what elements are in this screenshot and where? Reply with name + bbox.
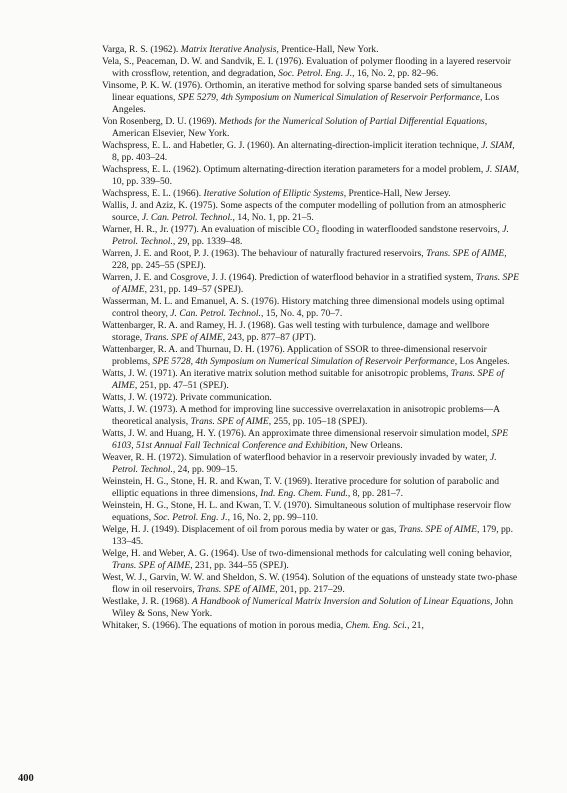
reference-before: Wachspress, E. L. (1966).: [102, 188, 204, 199]
reference-entry: [102, 452, 520, 476]
reference-title: J. SIAM: [485, 164, 517, 175]
reference-title: Methods for the Numerical Solution of Partial Differential Equations: [219, 116, 485, 127]
reference-after: , 14, No. 1, pp. 21–5.: [232, 212, 314, 223]
reference-before: Wallis, J. and Aziz, K. (1975). Some aspects of the computer modelling of pollution from an atmospheric source,: [102, 200, 506, 223]
reference-after: , 8, pp. 281–7.: [347, 488, 403, 500]
reference-after: , 243, pp. 877–87 (JPT).: [222, 332, 316, 343]
reference-title: SPE 6103, 51st Annual Fall Technical Conference and Exhibition: [112, 428, 509, 452]
reference-after: , 251, pp. 47–51 (SPEJ).: [134, 380, 229, 391]
reference-before: Wattenbarger, R. A. and Ramey, H. J. (1968). Gas well testing with turbulence, damage and wellbore storage,: [102, 320, 490, 343]
reference-before: Von Rosenberg, D. U. (1969).: [102, 116, 220, 127]
reference-after: , New Orleans.: [345, 440, 403, 452]
reference-after: , 10, pp. 339–50.: [112, 164, 519, 187]
reference-title: Trans. SPE of AIME: [197, 584, 276, 596]
reference-after: , John Wiley & Sons, New York.: [112, 596, 514, 620]
reference-list: [102, 44, 520, 632]
reference-entry: [102, 116, 520, 140]
reference-title: Trans. SPE of AIME: [112, 272, 520, 295]
reference-after: , 29, pp. 1339–48.: [172, 236, 243, 247]
reference-entry: [102, 524, 520, 548]
reference-before: Weinstein, H. G., Stone, H. R. and Kwan, T. V. (1969). Iterative procedure for solution of parabolic and elliptic equations in three dimensions,: [102, 476, 500, 500]
reference-entry: [102, 44, 520, 56]
reference-entry: [102, 164, 520, 188]
reference-entry: [102, 500, 520, 524]
reference-before: Watts, J. W. (1971). An iterative matrix solution method suitable for anisotropic problems,: [102, 368, 451, 380]
reference-title: Trans. SPE of AIME: [112, 368, 504, 391]
reference-after: , 228, pp. 245–55 (SPEJ).: [112, 248, 507, 271]
reference-after: , 8, pp. 403–24.: [112, 140, 515, 163]
reference-after: , Prentice-Hall, New Jersey.: [343, 188, 451, 199]
reference-after: , 201, pp. 217–29.: [275, 584, 345, 596]
reference-title: Trans. SPE of AIME: [426, 248, 505, 260]
reference-title: A Handbook of Numerical Matrix Inversion and Solution of Linear Equations: [191, 596, 491, 608]
reference-before: Watts, J. W. and Huang, H. Y. (1976). An approximate three dimensional reservoir simulation model,: [102, 428, 492, 440]
reference-entry: [102, 548, 520, 572]
reference-title: Trans. SPE of AIME: [144, 332, 223, 343]
reference-after: , 21,: [407, 620, 424, 632]
reference-before: Welge, H. J. (1949). Displacement of oil from porous media by water or gas,: [102, 524, 399, 536]
reference-after: , 16, No. 2, pp. 82–96.: [352, 68, 439, 79]
reference-title: Trans. SPE of AIME: [112, 560, 191, 572]
reference-entry: [102, 140, 520, 164]
reference-entry: [102, 344, 520, 368]
reference-before: Weaver, R. H. (1972). Simulation of waterflood behavior in a reservoir previously invaded by water,: [102, 452, 490, 464]
reference-entry: [102, 272, 520, 296]
reference-entry: [102, 56, 520, 80]
reference-entry: [102, 572, 520, 596]
reference-before: Watts, J. W. (1972). Private communication.: [102, 392, 272, 404]
reference-title: J. Can. Petrol. Technol.: [170, 308, 261, 319]
reference-entry: [102, 428, 520, 452]
reference-entry: [102, 188, 520, 200]
reference-after: , 24, pp. 909–15.: [172, 464, 238, 476]
reference-entry: [102, 368, 520, 392]
reference-before: Westlake, J. R. (1968).: [102, 596, 192, 608]
reference-title: J. Petrol. Technol.: [112, 224, 509, 247]
reference-after: , 231, pp. 149–57 (SPEJ).: [144, 284, 244, 295]
reference-title: Matrix Iterative Analysis: [180, 44, 277, 55]
reference-before: Weinstein, H. G., Stone, H. L. and Kwan, T. V. (1970). Simultaneous solution of multiphase reservoir flow equations,: [102, 500, 512, 524]
reference-before: Wachspress, E. L. (1962). Optimum alternating-direction iteration parameters for a model problem,: [102, 164, 486, 175]
reference-entry: [102, 224, 520, 248]
reference-before: Watts, J. W. (1973). A method for improving line successive overrelaxation in anisotropic problems—A theoretical analysis,: [102, 404, 500, 428]
reference-after: , 16, No. 2, pp. 99–110.: [227, 512, 319, 524]
reference-before: Warner, H. R., Jr. (1977). An evaluation of miscible CO₂ flooding in waterflooded sandstone reservoirs,: [102, 224, 503, 236]
reference-entry: [102, 320, 520, 344]
reference-title: Ind. Eng. Chem. Fund.: [260, 488, 348, 500]
reference-before: Vela, S., Peaceman, D. W. and Sandvik, E. I. (1976). Evaluation of polymer flooding in a layered reservoir with crossflow, retention, and degradation,: [102, 56, 511, 79]
reference-after: , 15, No. 4, pp. 70–7.: [260, 308, 343, 319]
reference-before: Welge, H. and Weber, A. G. (1964). Use of two-dimensional methods for calculating well coning behavior,: [102, 548, 512, 560]
reference-title: SPE 5728, 4th Symposium on Numerical Simulation of Reservoir Performance: [152, 356, 455, 367]
reference-title: SPE 5279, 4th Symposium on Numerical Simulation of Reservoir Performance: [177, 92, 480, 103]
reference-before: Vinsome, P. K. W. (1976). Orthomin, an iterative method for solving sparse banded sets of simultaneous linear equations,: [102, 80, 502, 103]
reference-after: , 255, pp. 105–18 (SPEJ).: [268, 416, 368, 428]
reference-before: West, W. J., Garvin, W. W. and Sheldon, S. W. (1954). Solution of the equations of unsteady state two-phase flow in oil reservoirs,: [102, 572, 518, 596]
reference-entry: [102, 248, 520, 272]
reference-entry: [102, 404, 520, 428]
reference-title: Iterative Solution of Elliptic Systems: [203, 188, 344, 199]
reference-after: , Los Angeles.: [454, 356, 510, 367]
reference-after: , 231, pp. 344–55 (SPEJ).: [190, 560, 289, 572]
reference-entry: [102, 620, 520, 632]
reference-before: Whitaker, S. (1966). The equations of motion in porous media,: [102, 620, 346, 632]
reference-title: J. Can. Petrol. Technol.: [141, 212, 233, 223]
reference-before: Warren, J. E. and Root, P. J. (1963). The behaviour of naturally fractured reservoirs,: [102, 248, 427, 260]
reference-entry: [102, 200, 520, 224]
reference-entry: [102, 296, 520, 320]
reference-after: , American Elsevier, New York.: [112, 116, 488, 139]
reference-after: , 179, pp. 133–45.: [112, 524, 513, 548]
page-number: 400: [18, 773, 34, 784]
reference-entry: [102, 476, 520, 500]
reference-title: J. SIAM: [481, 140, 513, 151]
reference-before: Warren, J. E. and Cosgrove, J. J. (1964). Prediction of waterflood behavior in a stratified system,: [102, 272, 476, 284]
reference-title: Soc. Petrol. Eng. J.: [278, 68, 353, 79]
reference-title: Soc. Petrol. Eng. J.: [153, 512, 228, 524]
reference-before: Varga, R. S. (1962).: [102, 44, 181, 55]
reference-title: Trans. SPE of AIME: [190, 416, 269, 428]
reference-after: , Prentice-Hall, New York.: [276, 44, 379, 55]
reference-before: Wattenbarger, R. A. and Thurnau, D. H. (1976). Application of SSOR to three-dimensional reservoir problems,: [102, 344, 487, 367]
reference-title: J. Petrol. Technol.: [112, 452, 497, 476]
reference-entry: [102, 80, 520, 116]
reference-entry: [102, 392, 520, 404]
reference-after: , Los Angeles.: [112, 92, 500, 115]
reference-title: Chem. Eng. Sci.: [345, 620, 408, 632]
reference-title: Trans. SPE of AIME: [398, 524, 478, 536]
reference-before: Wachspress, E. L. and Habetler, G. J. (1960). An alternating-direction-implicit iteration technique,: [102, 140, 482, 151]
reference-entry: [102, 596, 520, 620]
reference-before: Wasserman, M. L. and Emanuel, A. S. (1976). History matching three dimensional models using optimal control theory,: [102, 296, 505, 319]
